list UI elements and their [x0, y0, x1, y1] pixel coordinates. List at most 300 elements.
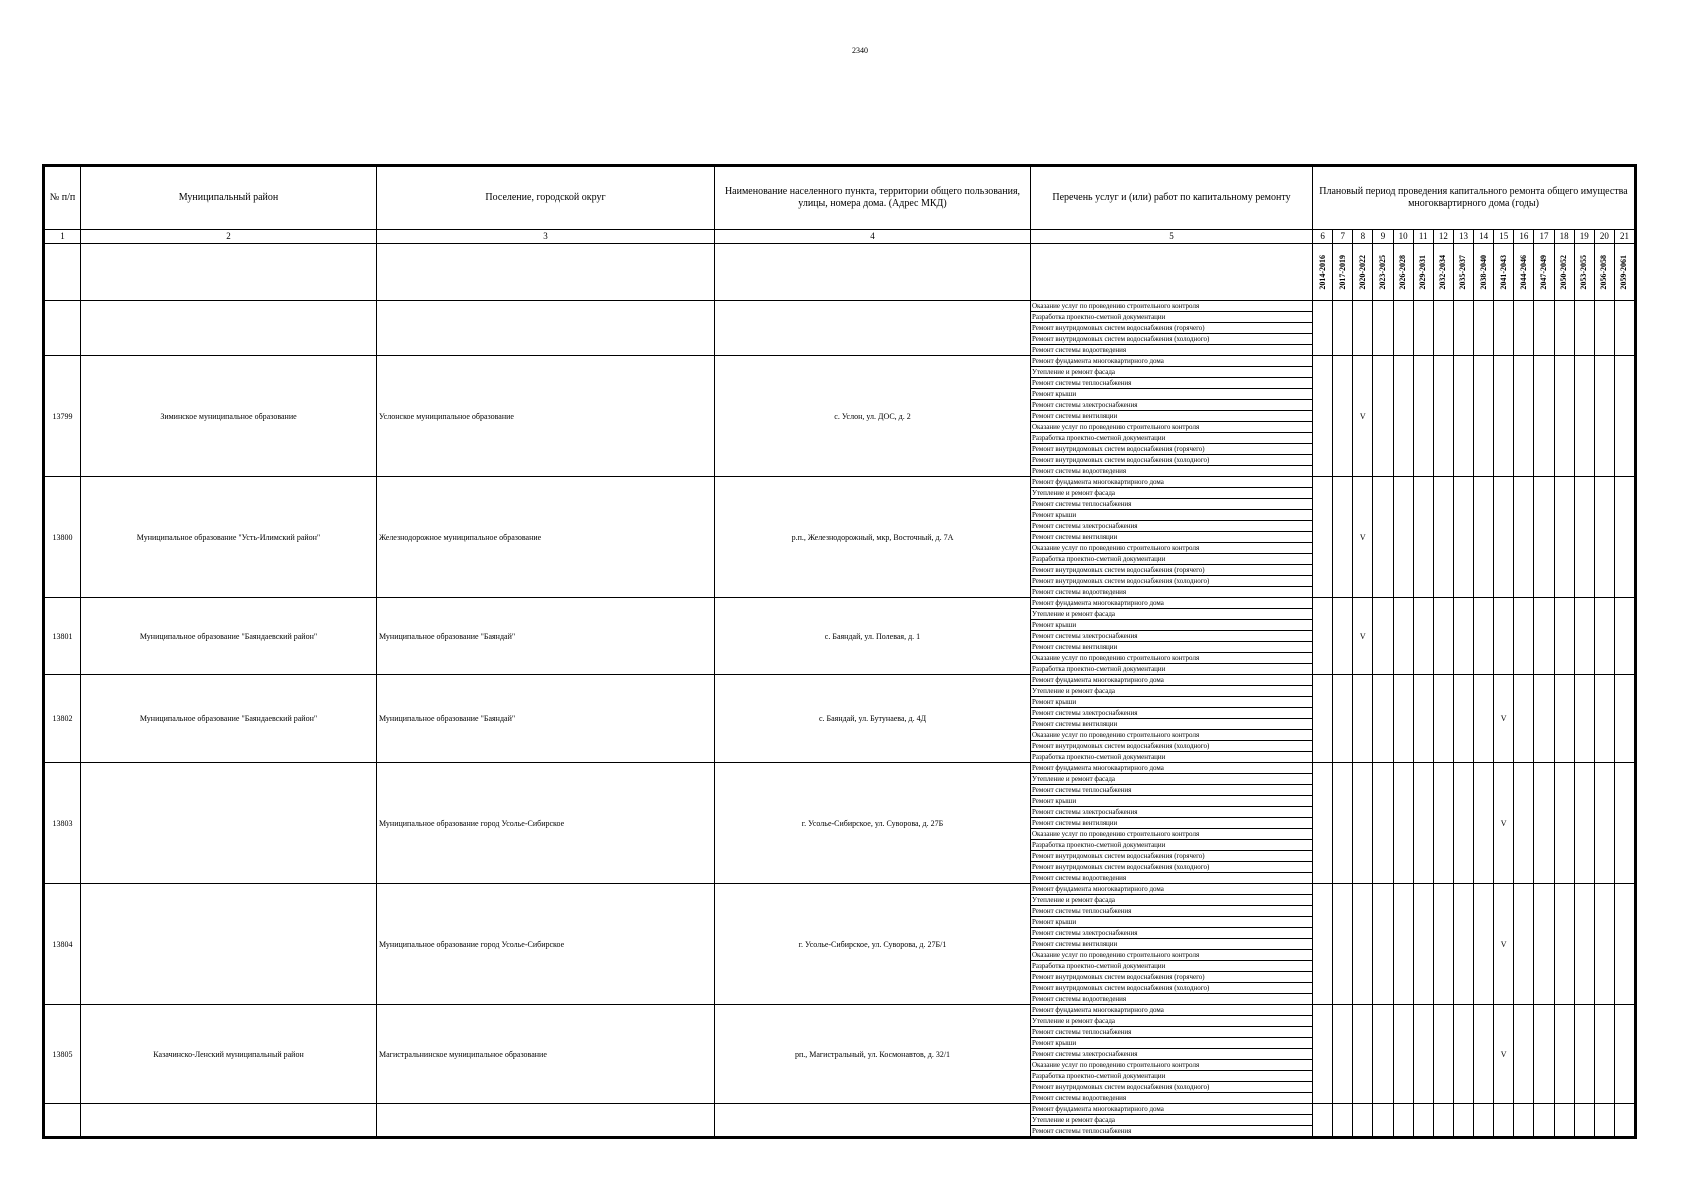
work-item: Оказание услуг по проведению строительного контроля [1031, 422, 1313, 433]
column-number: 15 [1494, 230, 1514, 244]
record-number: 13803 [45, 763, 81, 884]
period-mark: V [1353, 477, 1373, 598]
column-number: 1 [45, 230, 81, 244]
work-item: Ремонт системы теплоснабжения [1031, 906, 1313, 917]
record-settlement: Услонское муниципальное образование [377, 356, 715, 477]
period-cell [1433, 477, 1453, 598]
period-cell [1574, 1104, 1594, 1137]
period-cell [1474, 1104, 1494, 1137]
period-cell [1313, 1005, 1333, 1104]
period-cell [1494, 598, 1514, 675]
period-cell [1413, 356, 1433, 477]
column-number: 21 [1614, 230, 1634, 244]
work-item: Ремонт внутридомовых систем водоснабжения (холодного) [1031, 455, 1313, 466]
period-cell [1594, 884, 1614, 1005]
period-cell [1474, 301, 1494, 356]
period-cell [1413, 675, 1433, 763]
work-item: Ремонт системы теплоснабжения [1031, 785, 1313, 796]
record-address: г. Усолье-Сибирское, ул. Суворова, д. 27Б/1 [715, 884, 1031, 1005]
work-item: Ремонт внутридомовых систем водоснабжения (холодного) [1031, 862, 1313, 873]
period-cell [1614, 1104, 1634, 1137]
period-cell [1433, 884, 1453, 1005]
work-item: Утепление и ремонт фасада [1031, 1115, 1313, 1126]
work-item: Оказание услуг по проведению строительного контроля [1031, 1060, 1313, 1071]
period-cell [1313, 477, 1333, 598]
period-cell [1554, 763, 1574, 884]
period-cell [1433, 356, 1453, 477]
work-item: Ремонт системы водоотведения [1031, 345, 1313, 356]
period-mark: V [1353, 598, 1373, 675]
record-number [45, 1104, 81, 1137]
work-item: Ремонт внутридомовых систем водоснабжения (холодного) [1031, 1082, 1313, 1093]
work-item: Ремонт системы теплоснабжения [1031, 1027, 1313, 1038]
period-cell [1453, 477, 1473, 598]
work-item: Разработка проектно-сметной документации [1031, 664, 1313, 675]
work-item: Ремонт системы водоотведения [1031, 587, 1313, 598]
record-number: 13801 [45, 598, 81, 675]
record-district: Зиминское муниципальное образование [81, 356, 377, 477]
work-item: Утепление и ремонт фасада [1031, 774, 1313, 785]
record-settlement: Муниципальное образование "Баяндай" [377, 675, 715, 763]
period-cell [1453, 356, 1473, 477]
period-cell [1393, 598, 1413, 675]
year-label: 2020-2022 [1357, 254, 1367, 290]
work-item: Ремонт системы вентиляции [1031, 532, 1313, 543]
work-item: Ремонт системы водоотведения [1031, 873, 1313, 884]
period-cell [1333, 763, 1353, 884]
work-item: Ремонт крыши [1031, 917, 1313, 928]
period-cell [1373, 598, 1393, 675]
period-cell [1433, 675, 1453, 763]
period-cell [1594, 763, 1614, 884]
settlement-cell [377, 301, 715, 356]
work-item: Ремонт внутридомовых систем водоснабжения (холодного) [1031, 741, 1313, 752]
period-cell [1313, 884, 1333, 1005]
work-item: Ремонт крыши [1031, 1038, 1313, 1049]
period-cell [1453, 301, 1473, 356]
record-district: Муниципальное образование "Баяндаевский район" [81, 598, 377, 675]
year-label: 2026-2028 [1398, 254, 1408, 290]
work-item: Ремонт фундамента многоквартирного дома [1031, 356, 1313, 367]
address-cell [715, 301, 1031, 356]
year-label: 2023-2025 [1377, 254, 1387, 290]
period-mark: V [1494, 1005, 1514, 1104]
column-number: 11 [1413, 230, 1433, 244]
period-cell [1373, 675, 1393, 763]
header-settlement: Поселение, городской округ [377, 167, 715, 230]
period-cell [1393, 675, 1413, 763]
work-item: Оказание услуг по проведению строительного контроля [1031, 829, 1313, 840]
record-settlement: Муниципальное образование город Усолье-Сибирское [377, 884, 715, 1005]
period-cell [1393, 477, 1413, 598]
year-label: 2047-2049 [1538, 254, 1548, 290]
column-number-row [45, 230, 1635, 244]
period-cell [1554, 356, 1574, 477]
table-row [45, 356, 1635, 367]
header-number: № п/п [45, 167, 81, 230]
work-item: Оказание услуг по проведению строительного контроля [1031, 653, 1313, 664]
empty-cell [81, 244, 377, 301]
record-settlement: Муниципальное образование город Усолье-Сибирское [377, 763, 715, 884]
period-cell [1373, 477, 1393, 598]
year-cell [1413, 244, 1433, 301]
header-district: Муниципальный район [81, 167, 377, 230]
column-number: 17 [1534, 230, 1554, 244]
work-item: Ремонт крыши [1031, 796, 1313, 807]
record-address: с. Баяндай, ул. Бутунаева, д. 4Д [715, 675, 1031, 763]
work-item: Ремонт фундамента многоквартирного дома [1031, 675, 1313, 686]
year-cell [1313, 244, 1333, 301]
period-cell [1433, 1005, 1453, 1104]
column-number: 13 [1453, 230, 1473, 244]
period-cell [1413, 598, 1433, 675]
year-cell [1333, 244, 1353, 301]
period-cell [1534, 884, 1554, 1005]
table-row [45, 763, 1635, 774]
period-cell [1333, 301, 1353, 356]
period-cell [1514, 675, 1534, 763]
period-cell [1474, 598, 1494, 675]
year-cell [1494, 244, 1514, 301]
period-cell [1534, 675, 1554, 763]
record-number: 13800 [45, 477, 81, 598]
year-label: 2035-2037 [1458, 254, 1468, 290]
record-number: 13799 [45, 356, 81, 477]
period-cell [1373, 1005, 1393, 1104]
work-item: Ремонт внутридомовых систем водоснабжения (холодного) [1031, 334, 1313, 345]
period-cell [1594, 477, 1614, 598]
work-item: Ремонт внутридомовых систем водоснабжения (холодного) [1031, 576, 1313, 587]
period-cell [1594, 1005, 1614, 1104]
year-label: 2014-2016 [1317, 254, 1327, 290]
work-item: Ремонт системы водоотведения [1031, 1093, 1313, 1104]
period-cell [1614, 356, 1634, 477]
period-cell [1554, 477, 1574, 598]
period-cell [1393, 1005, 1413, 1104]
page-number: 2340 [852, 46, 868, 55]
year-label: 2050-2052 [1559, 254, 1569, 290]
work-item: Ремонт фундамента многоквартирного дома [1031, 763, 1313, 774]
year-cell [1453, 244, 1473, 301]
period-cell [1594, 356, 1614, 477]
number-cell [45, 301, 81, 356]
period-cell [1614, 1005, 1634, 1104]
period-cell [1494, 477, 1514, 598]
empty-cell [1031, 244, 1313, 301]
record-number: 13804 [45, 884, 81, 1005]
work-item: Утепление и ремонт фасада [1031, 895, 1313, 906]
period-cell [1393, 884, 1413, 1005]
period-cell [1514, 301, 1534, 356]
work-item: Ремонт системы водоотведения [1031, 466, 1313, 477]
work-item: Ремонт внутридомовых систем водоснабжения (горячего) [1031, 851, 1313, 862]
year-cell [1574, 244, 1594, 301]
column-number: 4 [715, 230, 1031, 244]
work-item: Ремонт системы теплоснабжения [1031, 499, 1313, 510]
period-cell [1453, 884, 1473, 1005]
period-cell [1353, 1104, 1373, 1137]
period-cell [1353, 884, 1373, 1005]
work-item: Ремонт фундамента многоквартирного дома [1031, 1104, 1313, 1115]
period-cell [1534, 301, 1554, 356]
period-mark: V [1353, 356, 1373, 477]
column-number: 10 [1393, 230, 1413, 244]
year-label: 2059-2061 [1619, 254, 1629, 290]
period-cell [1614, 477, 1634, 598]
column-number: 18 [1554, 230, 1574, 244]
district-cell [81, 301, 377, 356]
period-cell [1373, 1104, 1393, 1137]
year-cell [1373, 244, 1393, 301]
table-row [45, 1104, 1635, 1115]
period-cell [1594, 1104, 1614, 1137]
period-cell [1574, 763, 1594, 884]
column-number: 9 [1373, 230, 1393, 244]
year-label: 2056-2058 [1599, 254, 1609, 290]
record-settlement [377, 1104, 715, 1137]
period-cell [1474, 763, 1494, 884]
period-cell [1554, 675, 1574, 763]
years-row [45, 244, 1635, 301]
work-item: Ремонт внутридомовых систем водоснабжения (горячего) [1031, 444, 1313, 455]
period-cell [1494, 301, 1514, 356]
column-number: 14 [1474, 230, 1494, 244]
period-mark: V [1494, 763, 1514, 884]
work-item: Оказание услуг по проведению строительного контроля [1031, 301, 1313, 312]
work-item: Ремонт крыши [1031, 620, 1313, 631]
work-item: Ремонт системы электроснабжения [1031, 631, 1313, 642]
work-item: Ремонт фундамента многоквартирного дома [1031, 598, 1313, 609]
period-cell [1393, 1104, 1413, 1137]
column-number: 5 [1031, 230, 1313, 244]
record-address: с. Услон, ул. ДОС, д. 2 [715, 356, 1031, 477]
period-cell [1333, 884, 1353, 1005]
period-cell [1554, 1005, 1574, 1104]
period-cell [1413, 301, 1433, 356]
column-number: 12 [1433, 230, 1453, 244]
period-cell [1514, 598, 1534, 675]
record-settlement: Муниципальное образование "Баяндай" [377, 598, 715, 675]
period-cell [1554, 301, 1574, 356]
record-settlement: Железнодорожное муниципальное образование [377, 477, 715, 598]
column-number: 20 [1594, 230, 1614, 244]
work-item: Ремонт крыши [1031, 697, 1313, 708]
year-label: 2041-2043 [1498, 254, 1508, 290]
record-district: Казачинско-Ленский муниципальный район [81, 1005, 377, 1104]
header-address: Наименование населенного пункта, территории общего пользования, улицы, номера дома. (Адрес МКД) [715, 167, 1031, 230]
period-cell [1494, 1104, 1514, 1137]
year-cell [1554, 244, 1574, 301]
period-cell [1333, 1104, 1353, 1137]
work-item: Разработка проектно-сметной документации [1031, 961, 1313, 972]
period-cell [1333, 356, 1353, 477]
work-item: Ремонт системы электроснабжения [1031, 400, 1313, 411]
header-planned-period: Плановый период проведения капитального ремонта общего имущества многоквартирного дома (годы) [1313, 167, 1635, 230]
year-label: 2029-2031 [1418, 254, 1428, 290]
period-cell [1534, 1005, 1554, 1104]
period-cell [1614, 598, 1634, 675]
work-item: Утепление и ремонт фасада [1031, 367, 1313, 378]
work-item: Утепление и ремонт фасада [1031, 488, 1313, 499]
period-cell [1574, 884, 1594, 1005]
period-cell [1594, 598, 1614, 675]
period-cell [1474, 356, 1494, 477]
period-cell [1313, 301, 1333, 356]
work-item: Ремонт фундамента многоквартирного дома [1031, 884, 1313, 895]
period-cell [1453, 598, 1473, 675]
period-cell [1413, 763, 1433, 884]
period-cell [1474, 884, 1494, 1005]
record-address: р.п., Железнодорожный, мкр, Восточный, д. 7А [715, 477, 1031, 598]
period-cell [1554, 598, 1574, 675]
period-cell [1514, 1005, 1534, 1104]
period-cell [1333, 477, 1353, 598]
record-district [81, 763, 377, 884]
work-item: Ремонт фундамента многоквартирного дома [1031, 1005, 1313, 1016]
work-item: Ремонт внутридомовых систем водоснабжения (холодного) [1031, 983, 1313, 994]
period-cell [1614, 763, 1634, 884]
work-item: Ремонт фундамента многоквартирного дома [1031, 477, 1313, 488]
period-cell [1373, 884, 1393, 1005]
empty-cell [377, 244, 715, 301]
period-cell [1474, 1005, 1494, 1104]
period-cell [1373, 763, 1393, 884]
period-cell [1353, 301, 1373, 356]
period-cell [1313, 1104, 1333, 1137]
period-cell [1534, 356, 1554, 477]
year-label: 2032-2034 [1438, 254, 1448, 290]
table-row [45, 675, 1635, 686]
record-district: Муниципальное образование "Баяндаевский район" [81, 675, 377, 763]
work-item: Ремонт системы теплоснабжения [1031, 1126, 1313, 1137]
period-cell [1333, 598, 1353, 675]
period-cell [1393, 763, 1413, 884]
period-mark: V [1494, 675, 1514, 763]
period-cell [1313, 598, 1333, 675]
period-cell [1614, 884, 1634, 1005]
column-number: 16 [1514, 230, 1534, 244]
period-cell [1313, 675, 1333, 763]
period-cell [1474, 477, 1494, 598]
period-cell [1554, 1104, 1574, 1137]
record-address: г. Усолье-Сибирское, ул. Суворова, д. 27Б [715, 763, 1031, 884]
work-item: Ремонт системы вентиляции [1031, 939, 1313, 950]
period-cell [1514, 763, 1534, 884]
period-cell [1313, 356, 1333, 477]
period-cell [1574, 675, 1594, 763]
work-item: Разработка проектно-сметной документации [1031, 840, 1313, 851]
period-cell [1614, 301, 1634, 356]
work-item: Ремонт системы электроснабжения [1031, 807, 1313, 818]
work-item: Ремонт внутридомовых систем водоснабжения (горячего) [1031, 323, 1313, 334]
table-row [45, 884, 1635, 895]
period-cell [1413, 1005, 1433, 1104]
period-cell [1453, 1005, 1473, 1104]
work-item: Ремонт системы электроснабжения [1031, 928, 1313, 939]
period-cell [1313, 763, 1333, 884]
period-cell [1534, 598, 1554, 675]
work-item: Разработка проектно-сметной документации [1031, 1071, 1313, 1082]
year-cell [1594, 244, 1614, 301]
period-cell [1554, 884, 1574, 1005]
work-item: Ремонт системы электроснабжения [1031, 708, 1313, 719]
record-address: рп., Магистральный, ул. Космонавтов, д. 32/1 [715, 1005, 1031, 1104]
record-district [81, 884, 377, 1005]
table-row [45, 1005, 1635, 1016]
year-label: 2038-2040 [1478, 254, 1488, 290]
column-number: 8 [1353, 230, 1373, 244]
work-item: Разработка проектно-сметной документации [1031, 433, 1313, 444]
work-item: Утепление и ремонт фасада [1031, 1016, 1313, 1027]
period-cell [1353, 1005, 1373, 1104]
period-mark: V [1494, 884, 1514, 1005]
period-cell [1594, 301, 1614, 356]
work-item: Разработка проектно-сметной документации [1031, 752, 1313, 763]
period-cell [1453, 675, 1473, 763]
work-item: Ремонт системы электроснабжения [1031, 1049, 1313, 1060]
column-number: 3 [377, 230, 715, 244]
period-cell [1413, 1104, 1433, 1137]
year-cell [1474, 244, 1494, 301]
record-number: 13805 [45, 1005, 81, 1104]
record-address: с. Баяндай, ул. Полевая, д. 1 [715, 598, 1031, 675]
record-settlement: Магистральнинское муниципальное образование [377, 1005, 715, 1104]
period-cell [1413, 884, 1433, 1005]
period-cell [1534, 477, 1554, 598]
work-item: Ремонт системы водоотведения [1031, 994, 1313, 1005]
work-item: Ремонт внутридомовых систем водоснабжения (горячего) [1031, 972, 1313, 983]
period-cell [1574, 301, 1594, 356]
period-cell [1393, 301, 1413, 356]
empty-cell [45, 244, 81, 301]
period-cell [1333, 1005, 1353, 1104]
year-cell [1614, 244, 1634, 301]
year-cell [1514, 244, 1534, 301]
period-cell [1574, 1005, 1594, 1104]
work-item: Ремонт системы вентиляции [1031, 719, 1313, 730]
work-item: Оказание услуг по проведению строительного контроля [1031, 950, 1313, 961]
work-item: Ремонт системы вентиляции [1031, 642, 1313, 653]
period-cell [1433, 1104, 1453, 1137]
period-cell [1494, 356, 1514, 477]
record-district [81, 1104, 377, 1137]
period-cell [1534, 1104, 1554, 1137]
period-cell [1514, 884, 1534, 1005]
work-item: Ремонт системы теплоснабжения [1031, 378, 1313, 389]
period-cell [1413, 477, 1433, 598]
work-item: Утепление и ремонт фасада [1031, 686, 1313, 697]
column-number: 7 [1333, 230, 1353, 244]
work-item: Ремонт крыши [1031, 510, 1313, 521]
table-row [45, 301, 1635, 312]
capital-repair-table [44, 166, 1635, 1137]
work-item: Ремонт внутридомовых систем водоснабжения (горячего) [1031, 565, 1313, 576]
year-label: 2044-2046 [1518, 254, 1528, 290]
record-district: Муниципальное образование "Усть-Илимский район" [81, 477, 377, 598]
period-cell [1433, 598, 1453, 675]
period-cell [1594, 675, 1614, 763]
work-item: Ремонт системы электроснабжения [1031, 521, 1313, 532]
year-cell [1393, 244, 1413, 301]
work-item: Разработка проектно-сметной документации [1031, 554, 1313, 565]
column-number: 19 [1574, 230, 1594, 244]
column-number: 2 [81, 230, 377, 244]
period-cell [1393, 356, 1413, 477]
period-cell [1574, 356, 1594, 477]
table-row [45, 477, 1635, 488]
year-label: 2053-2055 [1579, 254, 1589, 290]
work-item: Оказание услуг по проведению строительного контроля [1031, 730, 1313, 741]
